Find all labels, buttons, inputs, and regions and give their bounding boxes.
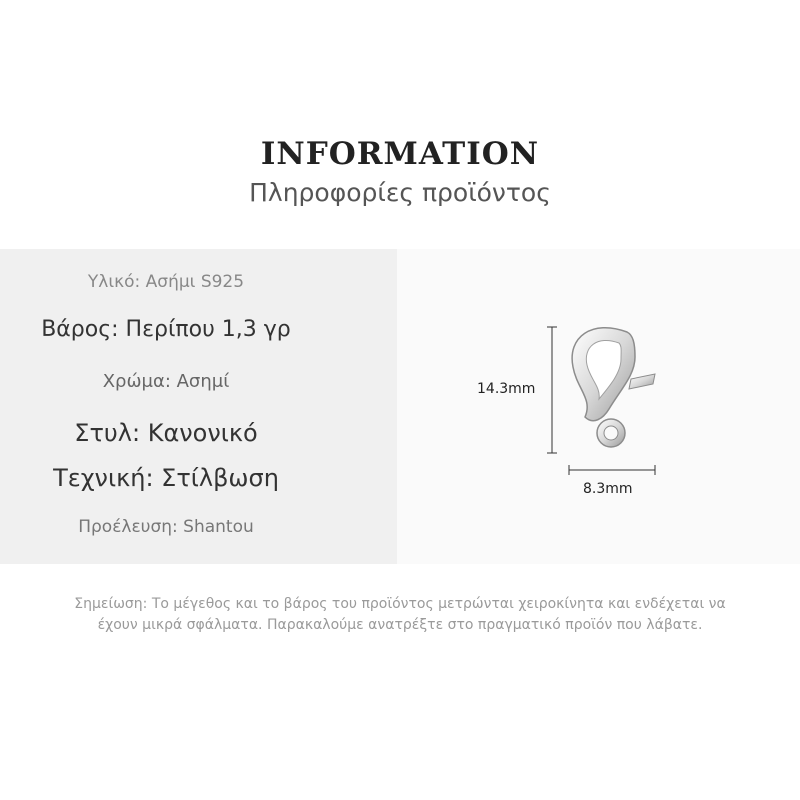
spec-material: Υλικό: Ασήμι S925 <box>87 272 245 292</box>
spec-color: Χρώμα: Ασημί <box>102 371 230 392</box>
spec-origin: Προέλευση: Shantou <box>78 517 254 537</box>
page-subtitle: Πληροφορίες προϊόντος <box>249 178 551 207</box>
spec-weight: Βάρος: Περίπου 1,3 γρ <box>41 317 291 342</box>
disclaimer-line-1: Σημείωση: Το μέγεθος και το βάρος του προϊόντος μετρώνται χειροκίνητα και ενδέχεται να <box>74 596 726 612</box>
clasp-diagram-svg <box>397 249 800 564</box>
width-dimension-line <box>569 465 655 475</box>
page-title: INFORMATION <box>260 136 540 172</box>
width-label: 8.3mm <box>583 481 633 497</box>
disclaimer-line-2: έχουν μικρά σφάλματα. Παρακαλούμε ανατρέξτε στο πραγματικό προϊόν που λάβατε. <box>97 617 703 633</box>
spec-style: Στυλ: Κανονικό <box>74 419 258 447</box>
disclaimer-note <box>20 594 780 636</box>
spec-technique: Τεχνική: Στίλβωση <box>53 464 279 492</box>
size-diagram <box>397 249 800 564</box>
height-dimension-line <box>547 327 557 453</box>
lobster-clasp-icon <box>572 328 655 447</box>
height-label: 14.3mm <box>477 381 536 397</box>
